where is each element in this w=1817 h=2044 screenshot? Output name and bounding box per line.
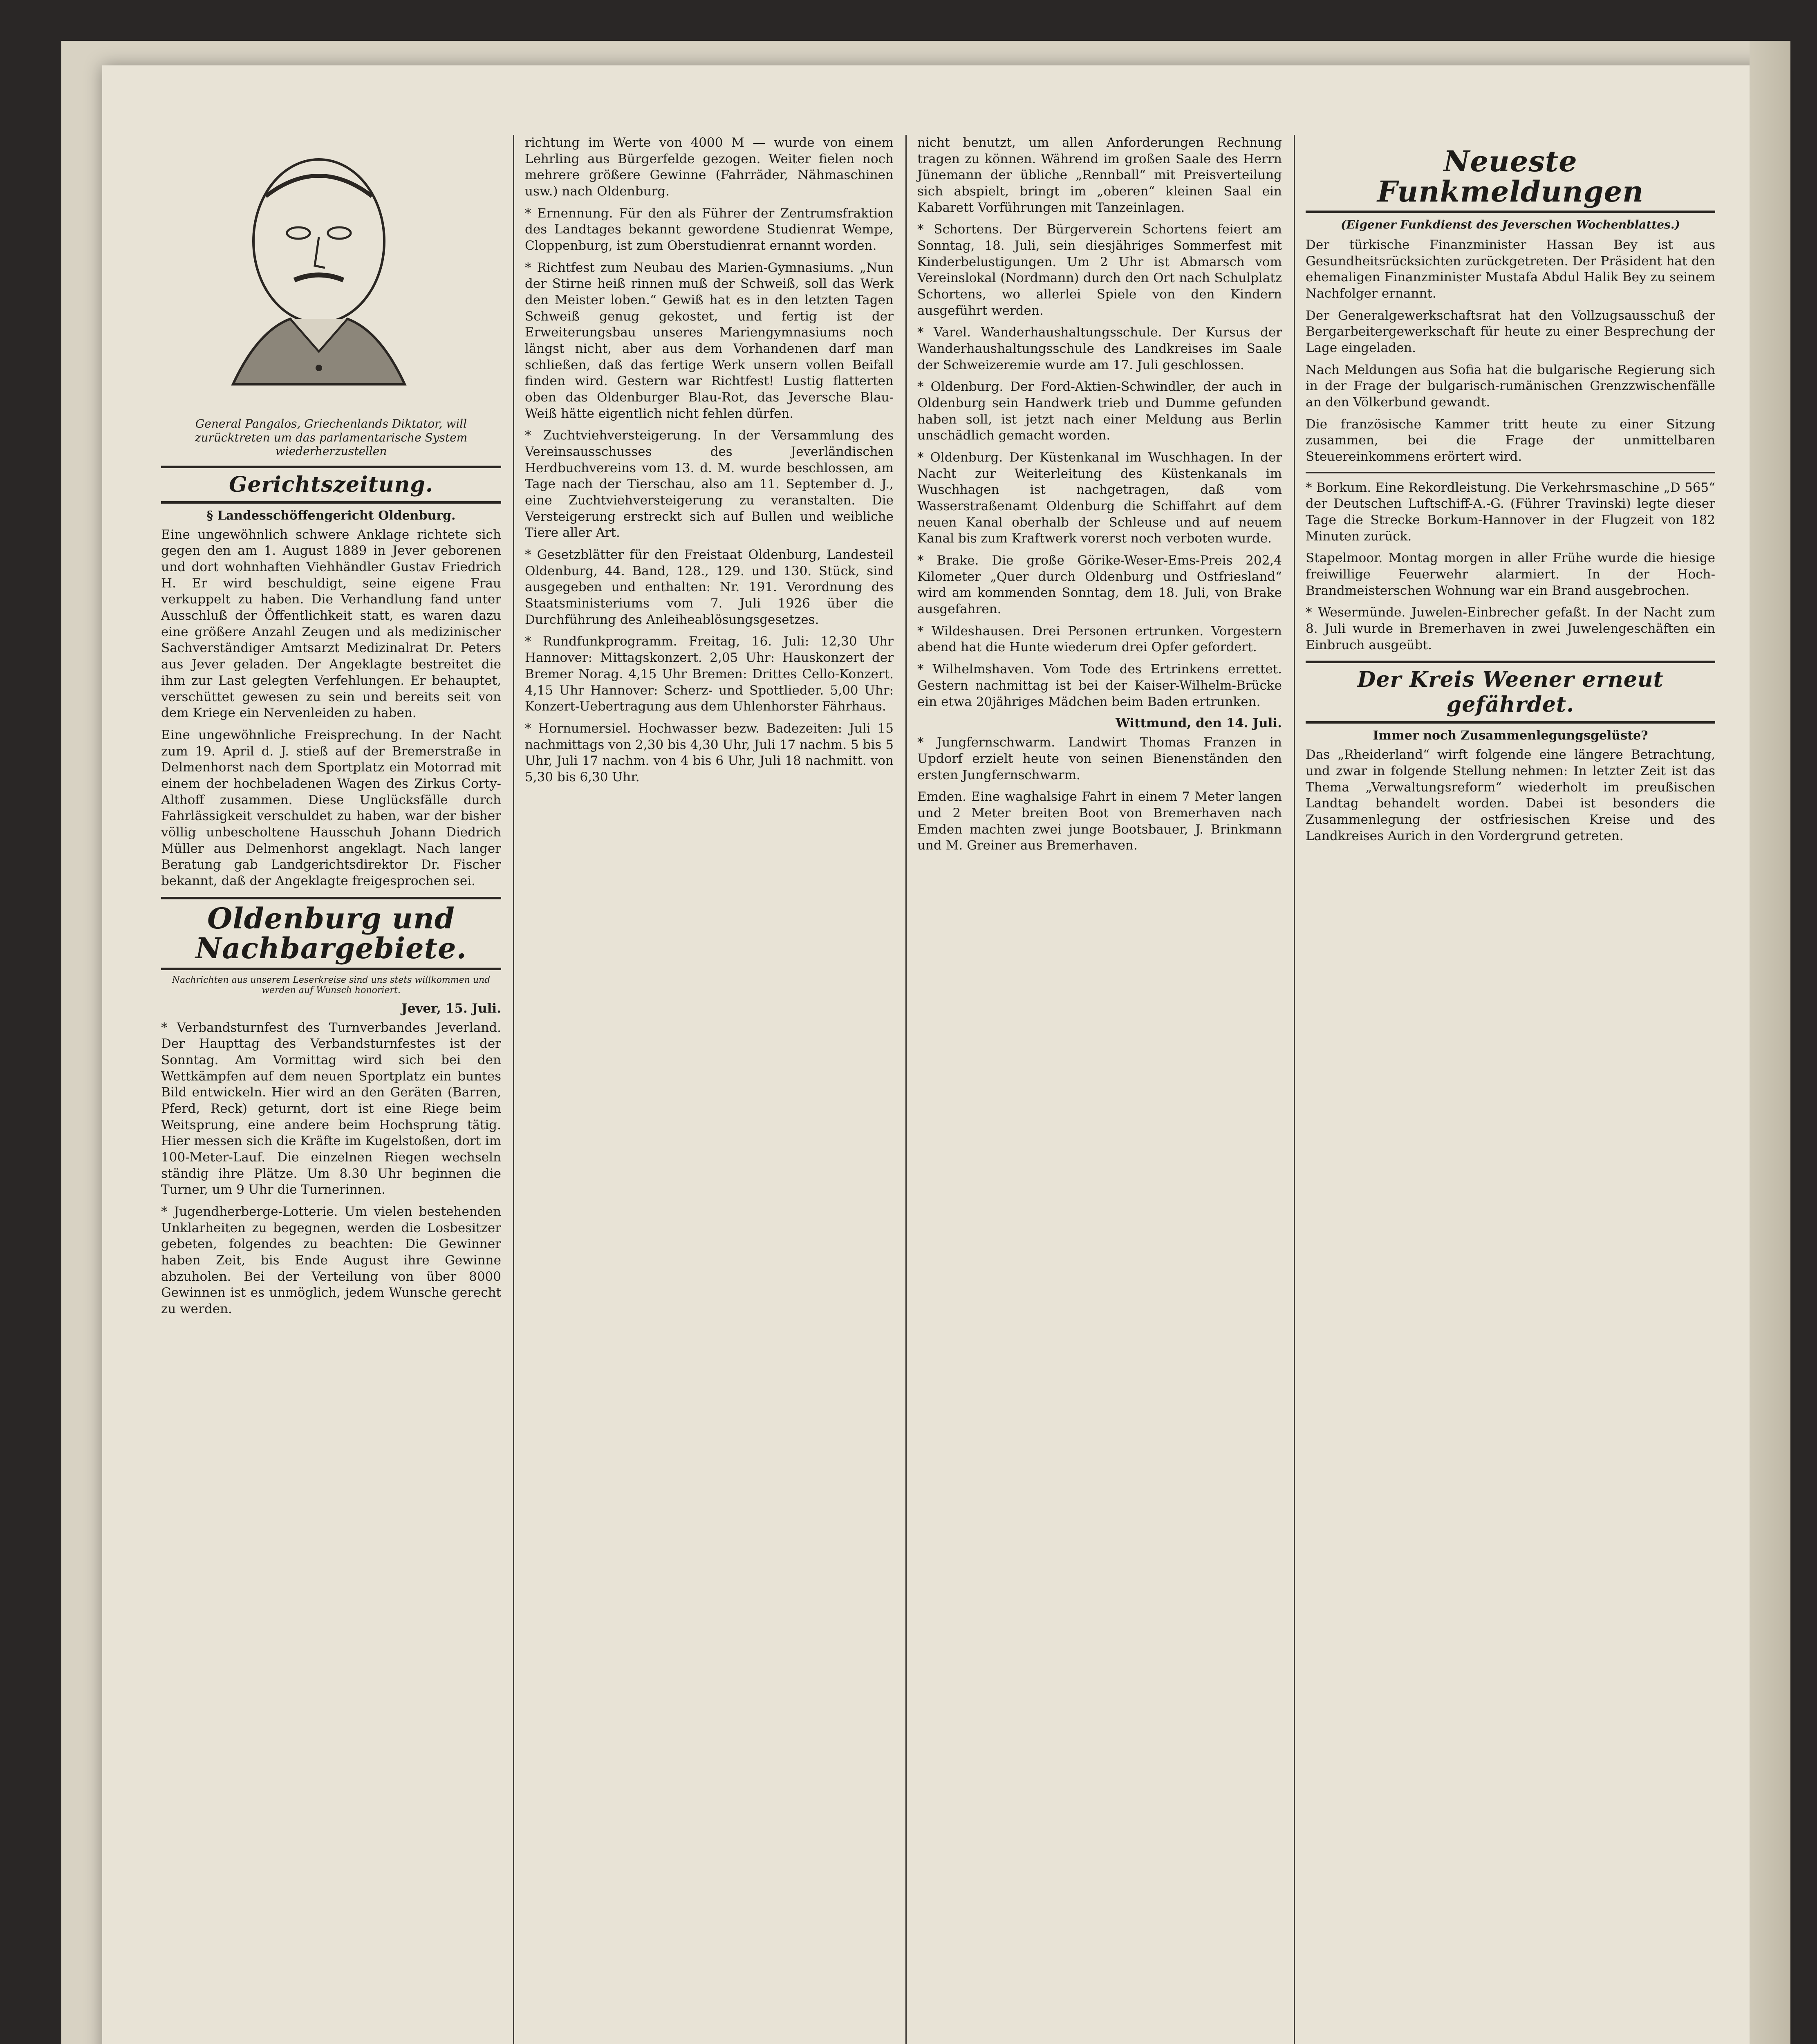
portrait-caption: General Pangalos, Griechenlands Diktator, will zurücktreten um das parlamentarische System wiederherzustellen bbox=[195, 417, 468, 458]
article-paragraph: * Rundfunkprogramm. Freitag, 16. Juli: 12,30 Uhr Hannover: Mittagskonzert. 2,05 Uhr: Hauskonzert der Bremer Norag. 4,15 Uhr Bremen: Drittes Cello-Konzert. 4,15 Uhr Hannover: Scherz- und Spottlieder. 5,00 Uhr: Konzert-Uebertragung aus dem Uhlenhorster Fährhaus. bbox=[525, 634, 894, 714]
article-paragraph: Stapelmoor. Montag morgen in aller Frühe wurde die hiesige freiwillige Feuerwehr alarmiert. In der Hoch-Brandmeisterschen Wohnung war ein Brand ausgebrochen. bbox=[1306, 551, 1715, 598]
article-paragraph: * Schortens. Der Bürgerverein Schortens feiert am Sonntag, 18. Juli, sein diesjähriges Sommerfest mit Kinderbelustigungen. Um 2 Uhr ist Abmarsch vom Vereinslokal (Nordmann) durch den Ort nach Schulplatz Schortens, wo allerlei Spiele von den Kindern ausgeführt werden. bbox=[917, 222, 1282, 318]
article-paragraph: Nach Meldungen aus Sofia hat die bulgarische Regierung sich in der Frage der bulgarisch-rumänischen Grenzzwischenfälle an den Völkerbund gewandt. bbox=[1306, 362, 1715, 410]
article-paragraph: * Hornumersiel. Hochwasser bezw. Badezeiten: Juli 15 nachmittags von 2,30 bis 4,30 Uhr, Juli 17 nachm. 5 bis 5 Uhr, Juli 17 nachm. von 4 bis 6 Uhr, Juli 18 nachmitt. von 5,30 bis 6,30 Uhr. bbox=[525, 721, 894, 784]
article-paragraph: * Jugendherberge-Lotterie. Um vielen bestehenden Unklarheiten zu begegnen, werden die Losbesitzer gebeten, folgendes zu beachten: Die Gewinner haben Zeit, bis Ende August ihre Gewinne abzuholen. Bei der Verteilung von über 8000 Gewinnen ist es unmöglich, jedem Wunsche gerecht zu werden. bbox=[161, 1204, 501, 1316]
article-paragraph: * Wilhelmshaven. Vom Tode des Ertrinkens errettet. Gestern nachmittag ist bei der Kaiser-Wilhelm-Brücke ein etwa 20jähriges Mädchen beim Baden ertrunken. bbox=[917, 662, 1282, 709]
radio-news-heading: Neueste Funkmeldungen bbox=[1306, 142, 1715, 213]
article-paragraph: * Wildeshausen. Drei Personen ertrunken. Vorgestern abend hat die Hunte wiederum drei Opfer gefordert. bbox=[917, 623, 1282, 655]
radio-news-subheading: (Eigener Funkdienst des Jeverschen Wochenblattes.) bbox=[1341, 218, 1680, 231]
regional-news-heading: Oldenburg und Nachbargebiete. bbox=[161, 897, 501, 970]
weener-article-heading: Der Kreis Weener erneut gefährdet. bbox=[1306, 661, 1715, 724]
column-divider bbox=[513, 135, 514, 2044]
court-news-heading: Gerichtszeitung. bbox=[161, 466, 501, 504]
newspaper-page bbox=[102, 65, 1774, 2044]
article-paragraph: * Jungfernschwarm. Landwirt Thomas Franzen in Updorf erzielt heute von seinen Bienenständen den ersten Jungfernschwarm. bbox=[917, 735, 1282, 782]
article-paragraph: Der Generalgewerkschaftsrat hat den Vollzugsausschuß der Bergarbeitergewerkschaft für heute zu einer Besprechung der Lage eingeladen. bbox=[1306, 308, 1715, 356]
article-paragraph: * Richtfest zum Neubau des Marien-Gymnasiums. „Nun der Stirne heiß rinnen muß der Schweiß, soll das Werk den Meister loben.“ Gewiß hat es in den letzten Tagen Schweiß genug gekostet, und fertig ist der Erweiterungsbau unseres Mariengymnasiums noch längst nicht, aber aus dem Vorhandenen darf man schließen, daß das fertige Werk unsern vollen Beifall finden wird. Gestern war Richtfest! Lustig flatterten oben das Oldenburger Blau-Rot, das Jeversche Blau-Weiß hätte eigentlich nicht fehlen dürfen. bbox=[525, 260, 894, 421]
column-2 bbox=[515, 135, 903, 2044]
article-paragraph: richtung im Werte von 4000 M — wurde von einem Lehrling aus Bürgerfelde gezogen. Weiter fielen noch mehrere größere Gewinne (Fahrräder, Nähmaschinen usw.) nach Oldenburg. bbox=[525, 135, 894, 199]
court-news-subheading: § Landesschöffengericht Oldenburg. bbox=[206, 508, 456, 523]
article-paragraph: * Varel. Wanderhaushaltungsschule. Der Kursus der Wanderhaushaltungsschule des Landkreises im Saale der Schweizeremie wurde am 17. Juli geschlossen. bbox=[917, 325, 1282, 372]
weener-article-subheading: Immer noch Zusammenlegungsgelüste? bbox=[1373, 728, 1648, 743]
column-3 bbox=[907, 135, 1292, 2044]
article-paragraph: Die französische Kammer tritt heute zu einer Sitzung zusammen, bei die Frage der unmittelbaren Steuereinkommens erörtert wird. bbox=[1306, 417, 1715, 464]
article-paragraph: * Zuchtviehversteigerung. In der Versammlung des Vereinsausschusses des Jeverländischen Herdbuchvereins vom 13. d. M. wurde beschlossen, am Tage nach der Tierschau, also am 11. September d. J., eine Zuchtviehversteigerung zu veranstalten. Die Versteigerung erstreckt sich auf Bullen und weibliche Tiere aller Art. bbox=[525, 428, 894, 540]
article-paragraph: Emden. Eine waghalsige Fahrt in einem 7 Meter langen und 2 Meter breiten Boot von Bremerhaven nach Emden machten zwei junge Bootsbauer, J. Brinkmann und M. Greiner aus Bremerhaven. bbox=[917, 789, 1282, 853]
article-paragraph: * Borkum. Eine Rekordleistung. Die Verkehrsmaschine „D 565“ der Deutschen Luftschiff-A.-G. (Führer Travinski) legte dieser Tage die Strecke Borkum-Hannover in der Flugzeit von 182 Minuten zurück. bbox=[1306, 480, 1715, 544]
section-divider bbox=[1306, 472, 1715, 473]
dateline: Jever, 15. Juli. bbox=[401, 1001, 501, 1016]
column-divider bbox=[905, 135, 907, 2044]
column-divider bbox=[1294, 135, 1295, 2044]
scanned-newspaper bbox=[61, 41, 1790, 2044]
column-1 bbox=[151, 135, 511, 2044]
article-paragraph: * Oldenburg. Der Ford-Aktien-Schwindler, der auch in Oldenburg sein Handwerk trieb und Dumme gefunden haben soll, ist jetzt nach einer Meldung aus Berlin unschädlich gemacht worden. bbox=[917, 379, 1282, 443]
article-paragraph: Der türkische Finanzminister Hassan Bey ist aus Gesundheitsrücksichten zurückgetreten. Der Präsident hat den ehemaligen Finanzminister Mustafa Abdul Halik Bey zu seinem Nachfolger ernannt. bbox=[1306, 238, 1715, 301]
article-paragraph: * Brake. Die große Görike-Weser-Ems-Preis 202,4 Kilometer „Quer durch Oldenburg und Ostfriesland“ wird am kommenden Sonntag, dem 18. Juli, von Brake ausgefahren. bbox=[917, 553, 1282, 617]
article-paragraph: nicht benutzt, um allen Anforderungen Rechnung tragen zu können. Während im großen Saale des Herrn Jünemann der übliche „Rennball“ mit Preisverteilung sich abspielt, bringt im „oberen“ kleinen Saal ein Kabarett Vorführungen mit Tanzeinlagen. bbox=[917, 135, 1282, 215]
article-paragraph: * Verbandsturnfest des Turnverbandes Jeverland. Der Haupttag des Verbandsturnfestes ist der Sonntag. Am Vormittag wird sich bei den Wettkämpfen auf dem neuen Sportplatz ein buntes Bild entwickeln. Hier wird an den Geräten (Barren, Pferd, Reck) geturnt, dort ist eine Riege beim Weitsprung, eine andere beim Hochsprung tätig. Hier messen sich die Kräfte im Kugelstoßen, dort im 100-Meter-Lauf. Die einzelnen Riegen wechseln ständig ihre Plätze. Um 8.30 Uhr beginnen die Turner, um 9 Uhr die Turnerinnen. bbox=[161, 1020, 501, 1197]
column-4 bbox=[1296, 135, 1725, 2044]
page-edge bbox=[1750, 41, 1790, 2044]
article-paragraph: Eine ungewöhnlich schwere Anklage richtete sich gegen den am 1. August 1889 in Jever geborenen und dort wohnhaften Viehhändler Gustav Friedrich H. Er wird beschuldigt, seine eigene Frau verkuppelt zu haben. Die Verhandlung fand unter Ausschluß der Öffentlichkeit statt, es waren dazu eine größere Anzahl Zeugen und als medizinischer Sachverständiger Amtsarzt Medizinalrat Dr. Peters aus Jever geladen. Der Angeklagte bestreitet die ihm zur Last gelegten Verfehlungen. Er behauptet, verschüttet gewesen zu sein und bereits seit von dem Kriege ein Nervenleiden zu haben. bbox=[161, 527, 501, 721]
article-paragraph: * Wesermünde. Juwelen-Einbrecher gefaßt. In der Nacht zum 8. Juli wurde in Bremerhaven in zwei Juwelengeschäften ein Einbruch ausgeübt. bbox=[1306, 605, 1715, 652]
article-paragraph: * Gesetzblätter für den Freistaat Oldenburg, Landesteil Oldenburg, 44. Band, 128., 129. und 130. Stück, sind ausgegeben und enthalten: Nr. 191. Verordnung des Staatsministeriums vom 7. Juli 1926 über die Durchführung des Anleiheablösungsgesetzes. bbox=[525, 547, 894, 627]
reader-contributions-note: Nachrichten aus unserem Leserkreise sind uns stets willkommen und werden auf Wunsch honoriert. bbox=[172, 975, 491, 995]
article-paragraph: Das „Rheiderland“ wirft folgende eine längere Betrachtung, und zwar in folgende Stellung nehmen: In letzter Zeit ist das Thema „Verwaltungsreform“ wiederholt im preußischen Landtag behandelt worden. Dabei ist besonders die Zusammenlegung der ostfriesischen Kreise und des Landkreises Aurich in den Vordergrund getreten. bbox=[1306, 747, 1715, 843]
article-paragraph: * Oldenburg. Der Küstenkanal im Wuschhagen. In der Nacht zur Weiterleitung des Küstenkanals im Wuschhagen ist nachgetragen, daß vom Wasserstraßenamt Oldenburg die Schiffahrt auf dem neuen Kanal oberhalb der Schleuse und auf neuem Kanal bis zum Kraftwerk vorerst noch verboten wurde. bbox=[917, 450, 1282, 546]
portrait-illustration bbox=[184, 139, 478, 417]
article-paragraph: Eine ungewöhnliche Freisprechung. In der Nacht zum 19. April d. J. stieß auf der Bremerstraße in Delmenhorst nach dem Sportplatz ein Motorrad mit einem der hochbeladenen Wagen des Zirkus Corty-Althoff zusammen. Diese Unglücksfälle durch Fahrlässigkeit verschuldet zu haben, war der bisher völlig unbescholtene Hausschuh Johann Diedrich Müller aus Delmenhorst angeklagt. Nach langer Beratung gab Landgerichtsdirektor Dr. Fischer bekannt, daß der Angeklagte freigesprochen sei. bbox=[161, 727, 501, 888]
dateline: Wittmund, den 14. Juli. bbox=[1116, 716, 1282, 731]
article-paragraph: * Ernennung. Für den als Führer der Zentrumsfraktion des Landtages bekannt gewordene Studienrat Wempe, Cloppenburg, ist zum Oberstudienrat ernannt worden. bbox=[525, 206, 894, 253]
